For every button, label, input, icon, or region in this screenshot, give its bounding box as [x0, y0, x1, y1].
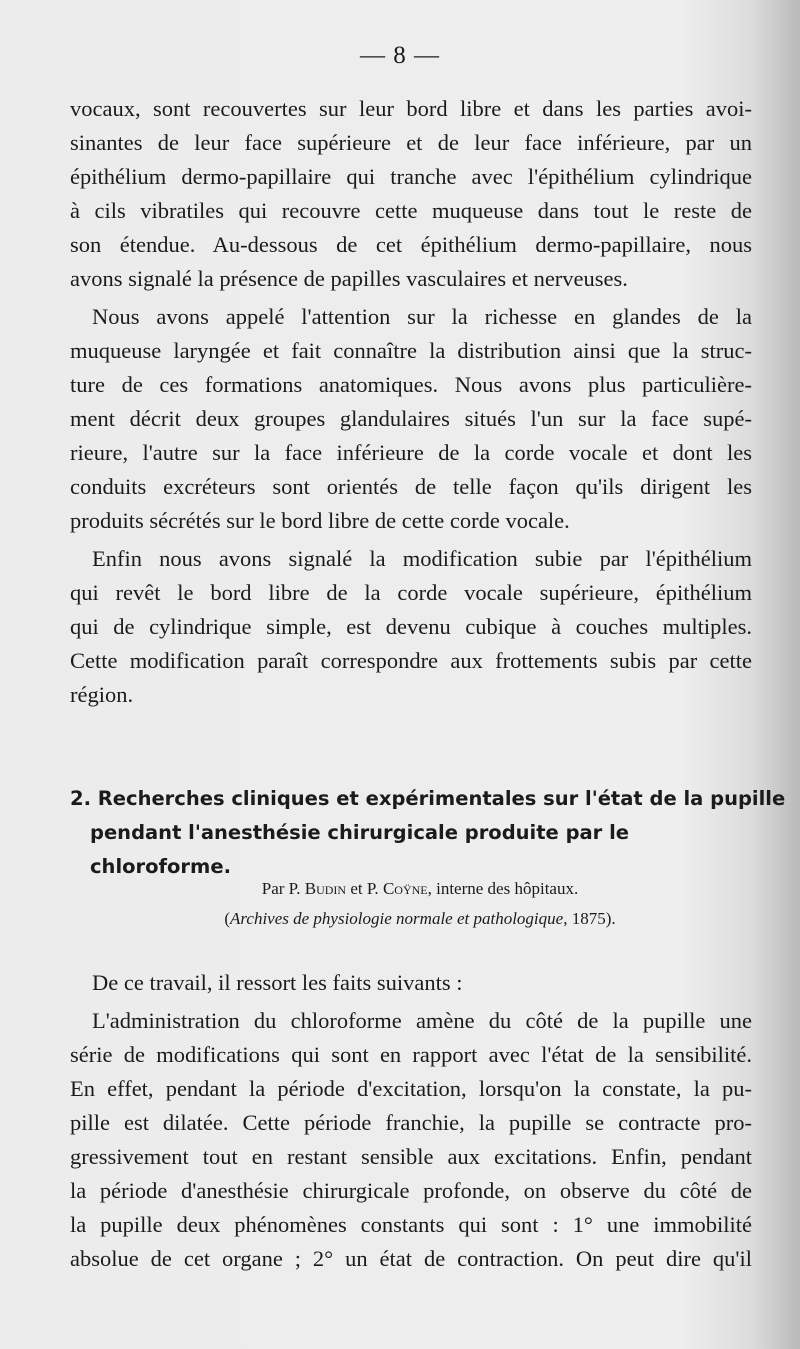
text-line: rieure, l'autre sur la face inférieure de la corde vocale et dont les — [70, 440, 752, 465]
paragraph-2 — [70, 300, 752, 538]
text-line: conduits excréteurs sont orientés de telle façon qu'ils dirigent les — [70, 474, 752, 499]
text-line: sinantes de leur face supérieure et de leur face inférieure, par un — [70, 130, 752, 155]
section-heading — [70, 782, 786, 884]
text-line: la période d'anesthésie chirurgicale profonde, on observe du côté de — [70, 1178, 752, 1203]
text-line: ture de ces formations anatomiques. Nous avons plus particulière- — [70, 372, 752, 397]
text-line: qui revêt le bord libre de la corde vocale supérieure, épithélium — [70, 580, 752, 605]
text-line: Nous avons appelé l'attention sur la richesse en glandes de la — [92, 304, 752, 329]
paragraph-3 — [70, 542, 752, 712]
text-line: ment décrit deux groupes glandulaires situés l'un sur la face supé- — [70, 406, 752, 431]
text-line: Enfin nous avons signalé la modification subie par l'épithélium — [92, 546, 752, 571]
citation-open: ( — [224, 909, 231, 928]
byline-suffix: , interne des hôpitaux. — [427, 879, 579, 898]
text-line: région. — [70, 682, 134, 707]
author-byline — [0, 874, 800, 904]
text-line: absolue de cet organe ; 2° un état de contraction. On peut dire qu'il — [70, 1246, 752, 1271]
text-line: muqueuse laryngée et fait connaître la distribution ainsi que la struc- — [70, 338, 752, 363]
journal-citation — [0, 904, 800, 934]
paragraph-1 — [70, 92, 752, 296]
text-line: Cette modification paraît correspondre aux frottements subis par cette — [70, 648, 752, 673]
text-line: vocaux, sont recouvertes sur leur bord libre et dans les parties avoi- — [70, 96, 752, 121]
section-heading-line: pendant l'anesthésie chirurgicale produite par le chloroforme. — [90, 821, 630, 878]
text-line: la pupille deux phénomènes constants qui sont : 1° une immobilité — [70, 1212, 752, 1237]
paragraph-5 — [70, 1004, 752, 1276]
text-line: série de modifications qui sont en rapport avec l'état de la sensibilité. — [70, 1042, 752, 1067]
text-line: gressivement tout en restant sensible aux excitations. Enfin, pendant — [70, 1144, 752, 1169]
citation-close: , 1875). — [563, 909, 616, 928]
text-line: avons signalé la présence de papilles vasculaires et nerveuses. — [70, 266, 628, 291]
journal-title: Archives de physiologie normale et pathologique — [230, 909, 564, 928]
text-line: à cils vibratiles qui recouvre cette muqueuse dans tout le reste de — [70, 198, 752, 223]
paragraph-4 — [70, 966, 752, 1000]
author-name: Budin — [304, 879, 347, 898]
text-line: pille est dilatée. Cette période franchie, la pupille se contracte pro- — [70, 1110, 752, 1135]
section-heading-line: 2. Recherches cliniques et expérimentales sur l'état de la pupille — [70, 787, 786, 810]
text-line: De ce travail, il ressort les faits suivants : — [92, 970, 463, 995]
text-line: son étendue. Au-dessous de cet épithélium dermo-papillaire, nous — [70, 232, 752, 257]
byline-connector: et P. — [346, 879, 383, 898]
author-name: Coÿne — [382, 879, 428, 898]
text-line: produits sécrétés sur le bord libre de cette corde vocale. — [70, 508, 570, 533]
page-number: — 8 — — [360, 42, 440, 69]
text-line: qui de cylindrique simple, est devenu cubique à couches multiples. — [70, 614, 752, 639]
byline-prefix: Par P. — [261, 879, 305, 898]
text-line: En effet, pendant la période d'excitation, lorsqu'on la constate, la pu- — [70, 1076, 752, 1101]
text-line: épithélium dermo-papillaire qui tranche avec l'épithélium cylindrique — [70, 164, 752, 189]
text-line: L'administration du chloroforme amène du côté de la pupille une — [92, 1008, 752, 1033]
